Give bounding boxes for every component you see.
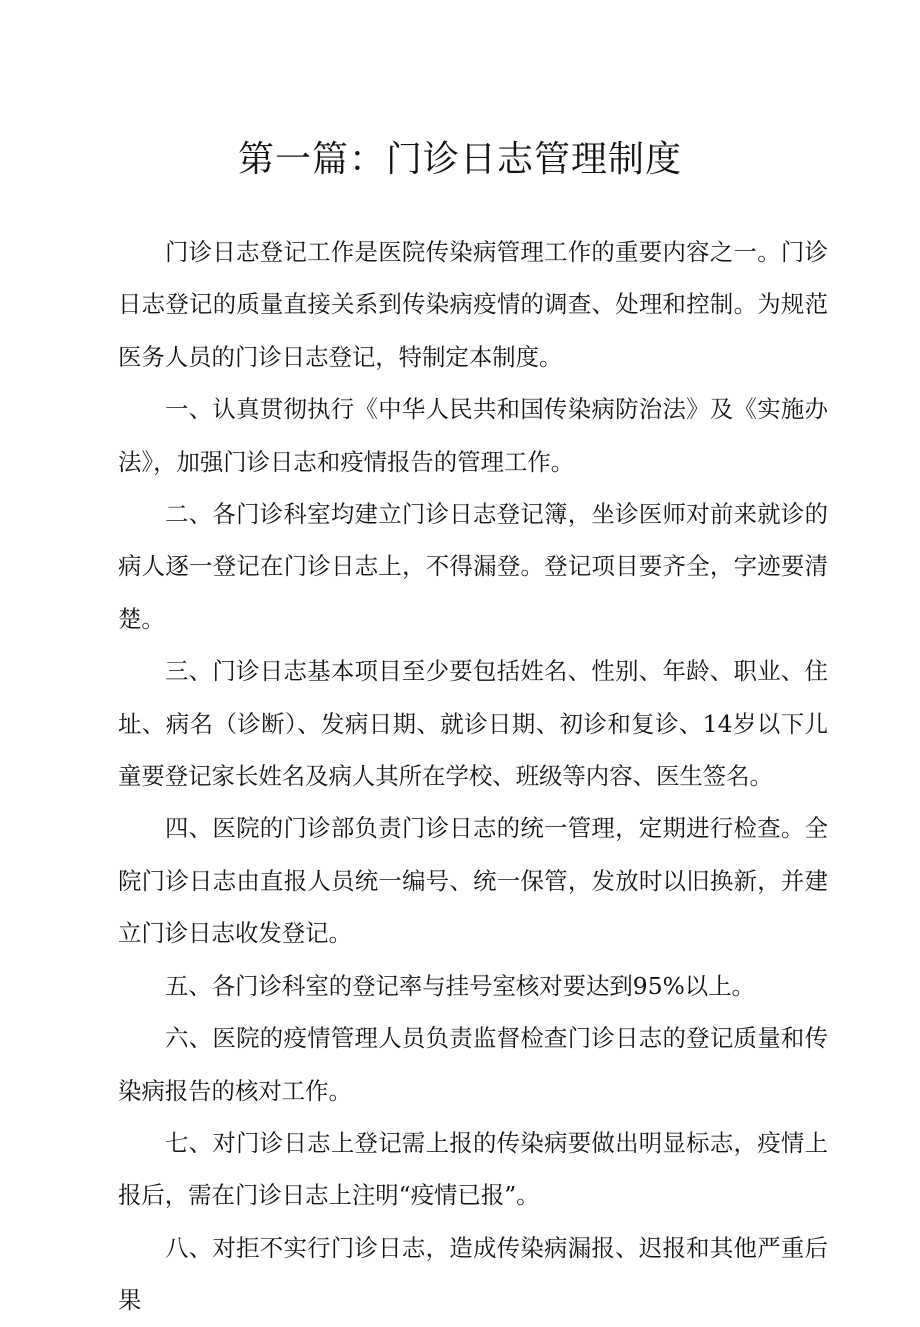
paragraph-item-3: 三、门诊日志基本项目至少要包括姓名、性别、年龄、职业、住址、病名（诊断）、发病日期、就诊日期、初诊和复诊、14岁以下儿童要登记家长姓名及病人其所在学校、班级等内容、医生签名。	[118, 657, 828, 791]
paragraph-item-4: 四、医院的门诊部负责门诊日志的统一管理，定期进行检查。全院门诊日志由直报人员统一编号、统一保管，发放时以旧换新，并建立门诊日志收发登记。	[118, 814, 828, 948]
paragraph-item-8: 八、对拒不实行门诊日志，造成传染病漏报、迟报和其他严重后果	[118, 1233, 828, 1315]
paragraph-item-7: 七、对门诊日志上登记需上报的传染病要做出明显标志，疫情上报后，需在门诊日志上注明“疫情已报”。	[118, 1128, 828, 1210]
document-body	[118, 226, 828, 1327]
paragraph-item-6: 六、医院的疫情管理人员负责监督检查门诊日志的登记质量和传染病报告的核对工作。	[118, 1024, 828, 1105]
paragraph-intro: 门诊日志登记工作是医院传染病管理工作的重要内容之一。门诊日志登记的质量直接关系到传染病疫情的调查、处理和控制。为规范医务人员的门诊日志登记，特制定本制度。	[118, 238, 828, 371]
paragraph-item-2: 二、各门诊科室均建立门诊日志登记簿，坐诊医师对前来就诊的病人逐一登记在门诊日志上，不得漏登。登记项目要齐全，字迹要清楚。	[118, 500, 828, 633]
paragraph-item-1: 一、认真贯彻执行《中华人民共和国传染病防治法》及《实施办法》，加强门诊日志和疫情报告的管理工作。	[118, 395, 828, 476]
paragraph-item-5: 五、各门诊科室的登记率与挂号室核对要达到95%以上。	[165, 971, 755, 1000]
document-title: 第一篇：门诊日志管理制度	[237, 139, 682, 180]
